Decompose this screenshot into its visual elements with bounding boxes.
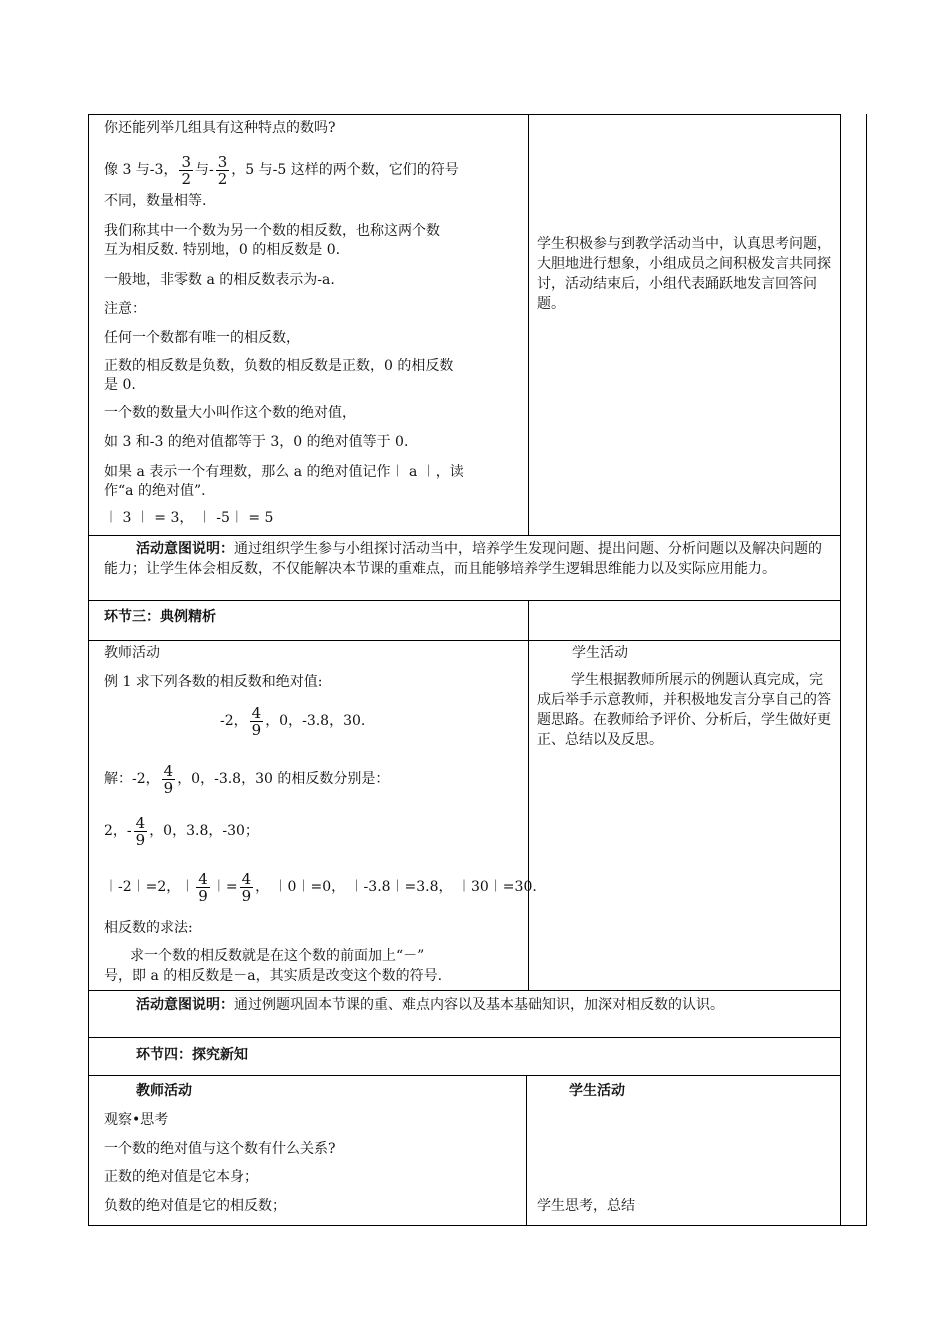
- fraction-4-9: [250, 705, 264, 738]
- fraction-3-2: [179, 154, 193, 187]
- sign-rule-line1: 正数的相反数是负数，负数的相反数是正数，0 的相反数: [104, 358, 454, 374]
- fraction-numerator: 4: [251, 703, 262, 722]
- fraction-numerator: 4: [135, 813, 146, 832]
- fraction-denominator: 2: [181, 169, 191, 188]
- method-line2: 号，即 a 的相反数是－a，其实质是改变这个数的符号.: [104, 968, 443, 984]
- list-question: 你还能列举几组具有这种特点的数吗?: [104, 120, 336, 136]
- opposite-examples-mid: 与-: [195, 162, 214, 178]
- absolute-notation-line2: 作“a 的绝对值”.: [104, 483, 206, 499]
- column-divider-3: [526, 1075, 527, 1225]
- row-divider-3: [88, 640, 840, 641]
- abs-a: ︱-2︱=2，︱: [104, 879, 195, 895]
- opposites-b: ，0，3.8，-30；: [149, 823, 259, 839]
- definition-line2: 互为相反数. 特别地，0 的相反数是 0.: [104, 242, 341, 258]
- row-divider-1: [88, 535, 840, 536]
- fraction-neg-3-2: [216, 154, 230, 187]
- absolute-values-example: ︱ 3 ︱ = 3， ︱ -5︱ = 5: [104, 510, 274, 526]
- row-divider-4: [88, 990, 840, 991]
- method-title: 相反数的求法:: [104, 920, 193, 936]
- column-divider-2: [528, 600, 529, 990]
- positive-rule: 正数的绝对值是它本身；: [104, 1169, 258, 1185]
- fraction-numerator: 4: [241, 869, 252, 888]
- note-label: 注意：: [104, 301, 146, 317]
- abs-c: ， ︱0︱=0， ︱-3.8︱=3.8， ︱30︱=30.: [255, 879, 537, 895]
- fraction-numerator: 4: [163, 761, 174, 780]
- column-divider-1: [528, 114, 529, 535]
- opposites-line: [104, 808, 259, 854]
- example-prompt: 例 1 求下列各数的相反数和绝对值:: [104, 674, 323, 690]
- student-activity-header-4: 学生活动: [569, 1083, 625, 1099]
- table-top-border: [88, 114, 840, 115]
- row-divider-2: [88, 600, 840, 601]
- opposites-a: 2，-: [104, 823, 132, 839]
- relation-question: 一个数的绝对值与这个数有什么关系?: [104, 1141, 336, 1157]
- student-activity-header: 学生活动: [572, 645, 628, 661]
- solution-b: ，0，-3.8，30 的相反数分别是：: [177, 771, 390, 787]
- fraction-4-9: [134, 815, 148, 848]
- absolute-notation-line1: 如果 a 表示一个有理数，那么 a 的绝对值记作︱ a ︱，读: [104, 464, 464, 480]
- table-right-column-border: [840, 114, 841, 1225]
- opposite-examples-prefix: 像 3 与-3，: [104, 162, 178, 178]
- teacher-activity-header: 教师活动: [104, 645, 160, 661]
- fraction-4-9: [196, 871, 210, 904]
- fraction-denominator: 9: [135, 830, 146, 849]
- fraction-denominator: 9: [198, 886, 208, 905]
- student-activity-text-1: 学生积极参与到教学活动当中，认真思考问题，大胆地进行想象，小组成员之间积极发言共同探讨，活动结束后，小组代表踊跃地发言回答问题。: [537, 236, 831, 312]
- opposite-examples-line2: 不同，数量相等.: [104, 193, 207, 209]
- sign-rule-line2: 是 0.: [104, 377, 136, 393]
- absolute-value-example: 如 3 和-3 的绝对值都等于 3，0 的绝对值等于 0.: [104, 434, 409, 450]
- activity-intent-text: 通过例题巩固本节课的重、难点内容以及基本基础知识，加深对相反数的认识。: [234, 997, 724, 1013]
- fraction-denominator: 9: [241, 886, 252, 905]
- activity-intent-text: 通过组织学生参与小组探讨活动当中，培养学生发现问题、提出问题、分析问题以及解决问题的能力；让学生体会相反数，不仅能解决本节课的重难点，而且能够培养学生逻辑思维能力以及实际应用能力。: [104, 541, 822, 577]
- activity-intent-1: [104, 539, 832, 579]
- fraction-4-9: [240, 871, 254, 904]
- fraction-numerator: 4: [198, 869, 208, 888]
- opposite-examples-suffix: ，5 与-5 这样的两个数，它们的符号: [231, 162, 459, 178]
- fraction-numerator: 3: [181, 152, 191, 171]
- negative-rule: 负数的绝对值是它的相反数；: [104, 1198, 286, 1214]
- opposite-examples-line: [104, 148, 459, 192]
- fraction-denominator: 2: [217, 169, 228, 188]
- fraction-denominator: 9: [251, 720, 262, 739]
- observe-think: 观察•思考: [104, 1112, 169, 1128]
- abs-b: ︱=: [211, 879, 238, 895]
- absolute-value-definition: 一个数的数量大小叫作这个数的绝对值，: [104, 405, 356, 421]
- activity-intent-label: 活动意图说明：: [136, 541, 234, 557]
- absolute-values-line: [104, 864, 537, 910]
- student-summary: 学生思考，总结: [537, 1198, 635, 1214]
- solution-a: 解：-2，: [104, 771, 160, 787]
- activity-intent-label: 活动意图说明：: [136, 997, 234, 1013]
- example-number-list: [220, 698, 365, 744]
- general-notation: 一般地，非零数 a 的相反数表示为-a.: [104, 272, 335, 288]
- fraction-numerator: 3: [217, 152, 228, 171]
- number-list-a: -2，: [220, 713, 248, 729]
- student-activity-text-3: 学生根据教师所展示的例题认真完成，完成后举手示意教师，并积极地发言分享自己的答题思路。在教师给予评价、分析后，学生做好更正、总结以及反思。: [537, 672, 831, 748]
- definition-line1: 我们称其中一个数为另一个数的相反数，也称这两个数: [104, 223, 440, 239]
- number-list-b: ，0，-3.8，30.: [265, 713, 366, 729]
- activity-intent-2: [104, 995, 832, 1015]
- row-divider-6: [88, 1075, 840, 1076]
- teacher-activity-header-4: 教师活动: [136, 1083, 192, 1099]
- solution-line: [104, 756, 389, 802]
- unique-opposite: 任何一个数都有唯一的相反数，: [104, 330, 300, 346]
- row-divider-5: [88, 1037, 840, 1038]
- section3-title: 环节三：典例精析: [104, 609, 216, 625]
- section4-title: 环节四：探究新知: [136, 1047, 248, 1063]
- fraction-4-9: [162, 763, 176, 796]
- method-line1: 求一个数的相反数就是在这个数的前面加上“－”: [130, 948, 425, 964]
- fraction-denominator: 9: [163, 778, 174, 797]
